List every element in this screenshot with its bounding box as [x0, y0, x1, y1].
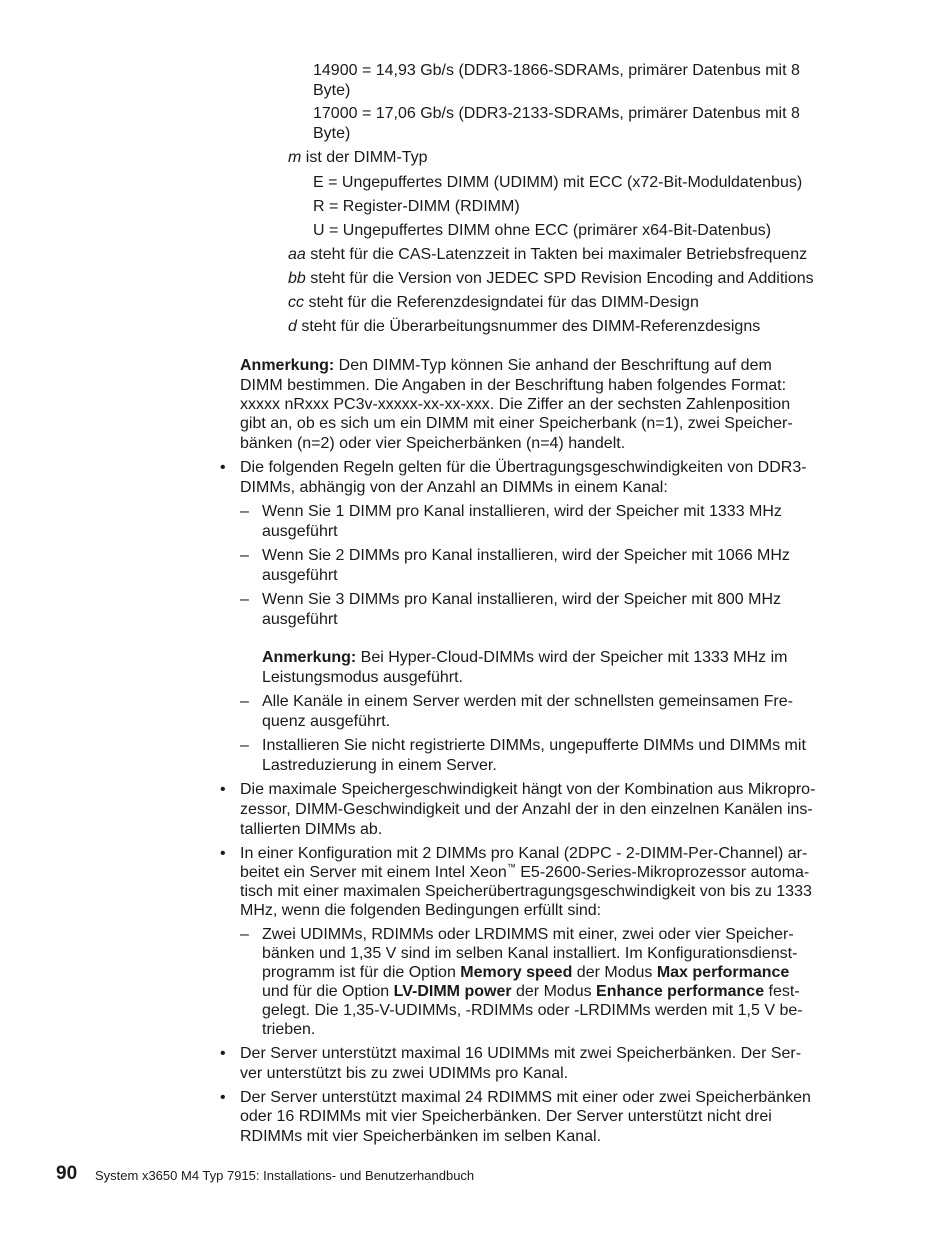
maxspeed-line2: zessor, DIMM-Geschwindigkeit und der Anzahl der in den einzelnen Kanälen ins-: [240, 801, 813, 818]
bullet-marker: •: [220, 845, 226, 862]
page-number: 90: [56, 1163, 78, 1184]
2dpc-dash-line3: [262, 963, 789, 983]
udimm-line2: ver unterstützt bis zu zwei UDIMMs pro Kanal.: [240, 1065, 569, 1082]
speed-code-14900-line2: Byte): [313, 82, 351, 99]
rules-line2: DIMMs, abhängig von der Anzahl an DIMMs in einem Kanal:: [240, 479, 668, 496]
dimm-type-description: ist der DIMM-Typ: [301, 149, 428, 166]
option-lv-dimm-power: LV-DIMM power: [393, 983, 512, 1000]
udimm-line1: Der Server unterstützt maximal 16 UDIMMs mit zwei Speicherbänken. Der Ser-: [240, 1045, 802, 1062]
field-cc: [288, 293, 699, 313]
2dpc-dash-line4: [262, 982, 800, 1002]
dimm-type-heading: [288, 148, 428, 168]
text-run: programm ist für die Option: [262, 964, 461, 981]
field-description: steht für die Version von JEDEC SPD Revision Encoding and Additions: [305, 270, 814, 287]
rules-dash3-line1: Wenn Sie 3 DIMMs pro Kanal installieren, wird der Speicher mit 800 MHz: [262, 591, 782, 608]
speed-code-17000-line2: Byte): [313, 125, 351, 142]
field-variable: cc: [288, 294, 304, 311]
note1-line1: [240, 356, 772, 376]
rules-dash4-line1: Alle Kanäle in einem Server werden mit der schnellsten gemeinsamen Fre-: [262, 693, 793, 710]
2dpc-line3: tisch mit einer maximalen Speicherübertragungsgeschwindigkeit von bis zu 1333: [240, 883, 812, 900]
2dpc-dash-line6: trieben.: [262, 1021, 316, 1038]
text-run: der Modus: [511, 983, 597, 1000]
2dpc-dash-line2: bänken und 1,35 V sind im selben Kanal installiert. Im Konfigurationsdienst-: [262, 945, 798, 962]
2dpc-dash-line1: Zwei UDIMMs, RDIMMs oder LRDIMMS mit einer, zwei oder vier Speicher-: [262, 926, 794, 943]
rdimm-line2: oder 16 RDIMMs mit vier Speicherbänken. Der Server unterstützt nicht drei: [240, 1108, 772, 1125]
rules-dash2-line2: ausgeführt: [262, 567, 338, 584]
bullet-marker: •: [220, 1089, 226, 1106]
dimm-type-u: U = Ungepuffertes DIMM ohne ECC (primärer x64-Bit-Datenbus): [313, 222, 772, 239]
rules-dash2-line1: Wenn Sie 2 DIMMs pro Kanal installieren, wird der Speicher mit 1066 MHz: [262, 547, 790, 564]
rdimm-line1: Der Server unterstützt maximal 24 RDIMMS mit einer oder zwei Speicherbänken: [240, 1089, 811, 1106]
rules-dash1-line1: Wenn Sie 1 DIMM pro Kanal installieren, wird der Speicher mit 1333 MHz: [262, 503, 782, 520]
text-run: der Modus: [572, 964, 657, 981]
field-variable: aa: [288, 246, 306, 263]
bullet-marker: •: [220, 781, 226, 798]
field-description: steht für die Referenzdesigndatei für das DIMM-Design: [304, 294, 699, 311]
maxspeed-line3: tallierten DIMMs ab.: [240, 821, 383, 838]
note1-line2: DIMM bestimmen. Die Angaben in der Beschriftung haben folgendes Format:: [240, 377, 787, 394]
2dpc-line2-end: E5-2600-Series-Mikroprozessor automa-: [515, 864, 810, 881]
hypercloud-note-line1: [262, 648, 787, 668]
field-d: [288, 317, 760, 337]
note-label: Anmerkung:: [262, 649, 357, 666]
dash-marker: –: [240, 926, 249, 943]
rules-line1: Die folgenden Regeln gelten für die Übertragungsgeschwindigkeiten von DDR3-: [240, 459, 807, 476]
hypercloud-note-text: Bei Hyper-Cloud-DIMMs wird der Speicher mit 1333 MHz im: [356, 649, 788, 666]
speed-code-17000-line1: 17000 = 17,06 Gb/s (DDR3-2133-SDRAMs, primärer Datenbus mit 8: [313, 105, 800, 122]
2dpc-line1: In einer Konfiguration mit 2 DIMMs pro Kanal (2DPC - 2-DIMM-Per-Channel) ar-: [240, 845, 808, 862]
rules-dash4-line2: quenz ausgeführt.: [262, 713, 391, 730]
bullet-marker: •: [220, 1045, 226, 1062]
note1-line3: xxxxx nRxxx PC3v-xxxxx-xx-xx-xxx. Die Ziffer an der sechsten Zahlenposition: [240, 396, 791, 413]
2dpc-line4: MHz, wenn die folgenden Bedingungen erfüllt sind:: [240, 902, 602, 919]
2dpc-dash-line5: gelegt. Die 1,35-V-UDIMMs, -RDIMMs oder -LRDIMMs werden mit 1,5 V be-: [262, 1002, 803, 1019]
field-aa: [288, 245, 807, 265]
option-memory-speed: Memory speed: [460, 964, 573, 981]
speed-code-14900-line1: 14900 = 14,93 Gb/s (DDR3-1866-SDRAMs, primärer Datenbus mit 8: [313, 62, 800, 79]
dash-marker: –: [240, 737, 249, 754]
dash-marker: –: [240, 693, 249, 710]
mode-enhance-performance: Enhance performance: [596, 983, 765, 1000]
field-variable: bb: [288, 270, 306, 287]
note-label: Anmerkung:: [240, 357, 335, 374]
bullet-marker: •: [220, 459, 226, 476]
rules-dash3-line2: ausgeführt: [262, 611, 338, 628]
field-variable: d: [288, 318, 297, 335]
field-description: steht für die CAS-Latenzzeit in Takten bei maximaler Betriebsfrequenz: [305, 246, 808, 263]
rules-dash1-line2: ausgeführt: [262, 523, 338, 540]
text-run: fest-: [764, 983, 800, 1000]
field-description: steht für die Überarbeitungsnummer des DIMM-Referenzdesigns: [296, 318, 761, 335]
note1-text: Den DIMM-Typ können Sie anhand der Beschriftung auf dem: [334, 357, 772, 374]
dimm-type-r: R = Register-DIMM (RDIMM): [313, 198, 520, 215]
note1-line4: gibt an, ob es sich um ein DIMM mit einer Speicherbank (n=1), zwei Speicher-: [240, 415, 793, 432]
2dpc-line2: [240, 863, 809, 883]
dash-marker: –: [240, 503, 249, 520]
rdimm-line3: RDIMMs mit vier Speicherbänken im selben Kanal.: [240, 1128, 602, 1145]
mode-max-performance: Max performance: [656, 964, 790, 981]
trademark-symbol: ™: [506, 862, 516, 872]
note1-line5: bänken (n=2) oder vier Speicherbänken (n=4) handelt.: [240, 435, 626, 452]
rules-dash5-line1: Installieren Sie nicht registrierte DIMMs, ungepufferte DIMMs und DIMMs mit: [262, 737, 806, 754]
rules-dash5-line2: Lastreduzierung in einem Server.: [262, 757, 497, 774]
text-run: und für die Option: [262, 983, 394, 1000]
footer-title: System x3650 M4 Typ 7915: Installations- und Benutzerhandbuch: [95, 1168, 475, 1183]
dimm-type-e: E = Ungepuffertes DIMM (UDIMM) mit ECC (x72-Bit-Moduldatenbus): [313, 174, 803, 191]
dash-marker: –: [240, 547, 249, 564]
hypercloud-note-line2: Leistungsmodus ausgeführt.: [262, 669, 464, 686]
field-bb: [288, 269, 814, 289]
dash-marker: –: [240, 591, 249, 608]
maxspeed-line1: Die maximale Speichergeschwindigkeit hängt von der Kombination aus Mikropro-: [240, 781, 816, 798]
dimm-type-variable: m: [288, 149, 302, 166]
2dpc-line2-start: beitet ein Server mit einem Intel Xeon: [240, 864, 507, 881]
